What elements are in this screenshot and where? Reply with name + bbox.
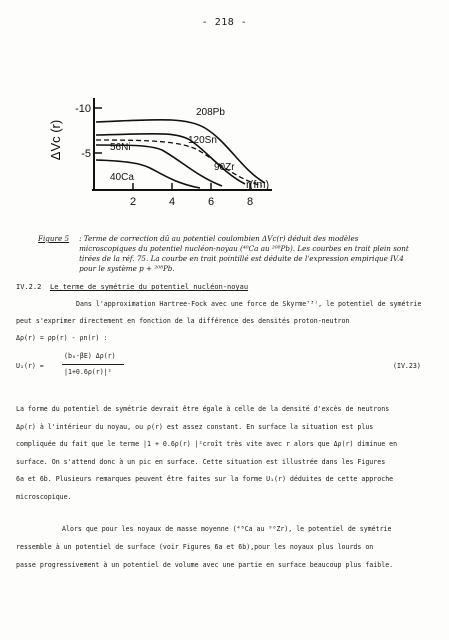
x-tick-label: 4 (168, 196, 176, 208)
paragraph-line: Δρ(r) = ρp(r) - ρn(r) : (16, 334, 108, 342)
page-number: - 218 - (201, 17, 248, 28)
paragraph-line: compliquée du fait que le terme |1 + 0.6ρ(r) |²croît très vite avec r alors que Δρ(r) diminue en (16, 440, 398, 448)
equation-tag: (IV.23) (393, 362, 421, 370)
x-axis-label: r(fm) (246, 179, 270, 191)
paragraph-line: peut s'exprimer directement en fonction de la différence des densités proton-neutron (16, 317, 350, 325)
equation-lhs: U₁(r) ≈ (16, 362, 44, 370)
caption-label: Figure 5 (38, 234, 70, 243)
coulomb-correction-figure (0, 0, 449, 230)
equation-numerator: (b₀-βE) Δρ(r) (64, 352, 116, 360)
x-tick-label: 6 (207, 196, 215, 208)
x-tick-label: 2 (129, 196, 137, 208)
paragraph-line: passe progressivement à un potentiel de volume avec une partie en surface beaucoup plus faible. (16, 561, 394, 569)
y-tick-label: -10 (75, 103, 91, 115)
x-tick-label: 8 (246, 196, 254, 208)
section-title: Le terme de symétrie du potentiel nucléon-noyau (50, 283, 249, 291)
curve-label-120sn: 120Sn (188, 135, 217, 146)
equation-denominator: |1+0.6ρ(r)|² (64, 368, 112, 376)
fraction-bar (62, 364, 124, 365)
caption-text: : Terme de correction dû au potentiel coulombien ΔVc(r) déduit des modèles microscopiques du potentiel nucléon-noyau (⁴⁰Ca au ²⁰⁸Pb). Les courbes en trait plein sont tirées de la réf. 75. La courbe en trait pointillé est déduite de l'expression empirique IV.4 pour le système p + ²⁰⁸Pb. (79, 234, 409, 273)
paragraph-line: microscopique. (16, 493, 72, 501)
paragraph-line: 6a et 6b. Plusieurs remarques peuvent être faites sur la forme U₁(r) déduites de cette approche (16, 475, 394, 483)
curve-label-90zr: 90Zr (214, 162, 235, 173)
paragraph-line: Dans l'approximation Hartree-Fock avec une force de Skyrme⁷³⁾, le potentiel de symétrie (76, 300, 422, 308)
paragraph-line: Δρ(r) à l'intérieur du noyau, ou ρ(r) est assez constant. En surface la situation est plus (16, 423, 374, 431)
paragraph-line: surface. On s'attend donc à un pic en surface. Cette situation est illustrée dans les Figures (16, 458, 386, 466)
paragraph-line: Alors que pour les noyaux de masse moyenne (⁴⁸Ca au ⁹⁰Zr), le potentiel de symétrie (62, 525, 392, 533)
paragraph-line: La forme du potentiel de symétrie devrait être égale à celle de la densité d'excès de neutrons (16, 405, 390, 413)
figure-caption (38, 234, 438, 274)
curve-label-208pb: 208Pb (196, 107, 225, 118)
curve-label-56ni: 56Ni (110, 142, 131, 153)
paragraph-line: ressemble à un potentiel de surface (voir Figures 6a et 6b),pour les noyaux plus lourds on (16, 543, 374, 551)
section-heading (16, 283, 436, 291)
y-axis-label: ΔVc (r) (48, 119, 63, 161)
curve-label-40ca: 40Ca (110, 172, 134, 183)
y-tick-label: -5 (81, 148, 91, 160)
section-number: IV.2.2 (16, 283, 42, 291)
